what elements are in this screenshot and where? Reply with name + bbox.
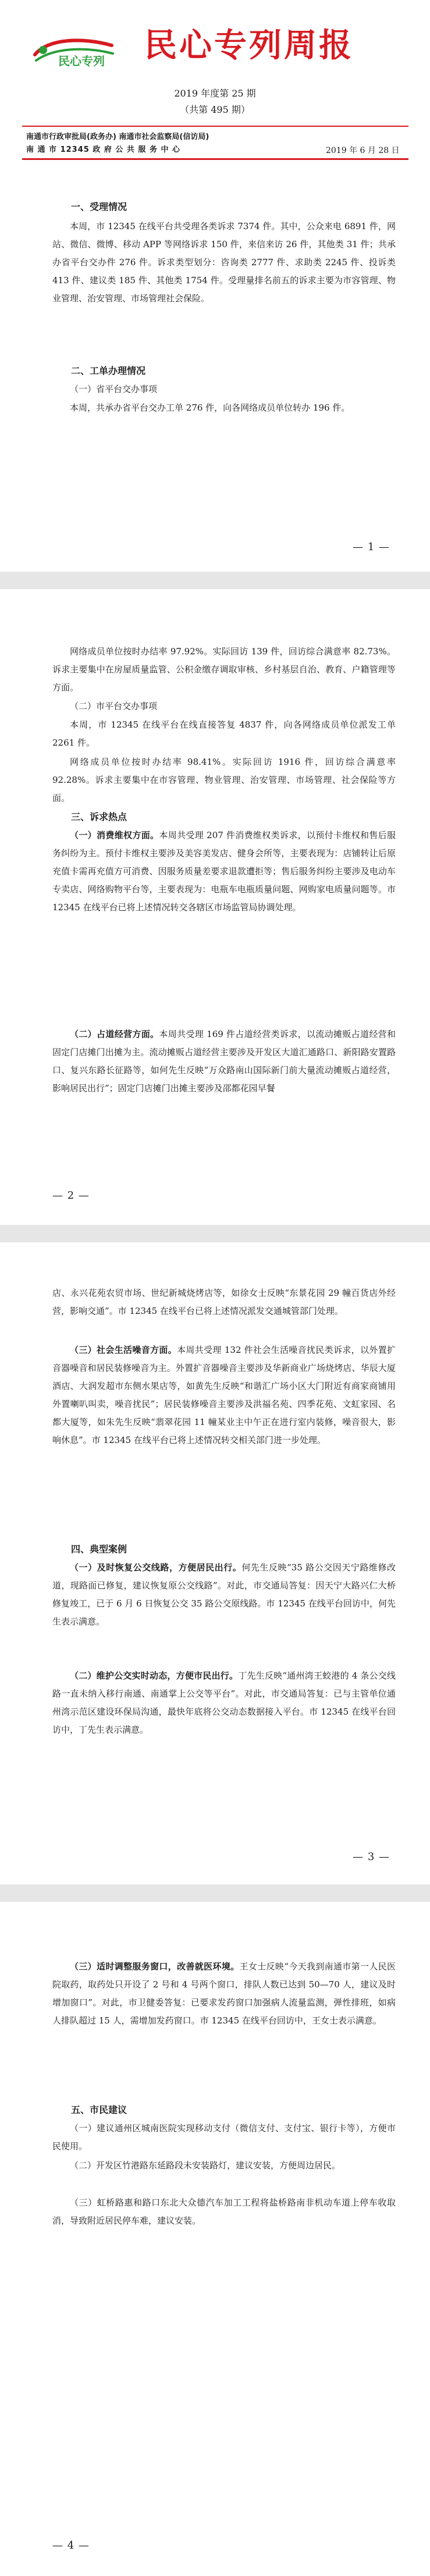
section-acceptance-title: 一、受理情况	[71, 201, 127, 212]
masthead-title: 民心专列周报	[144, 26, 354, 65]
hotspot-consumer-body: 本周共受理 207 件消费维权类诉求，以预付卡维权和售后服务纠纷为主。预付卡维权主要涉及美容美发店、健身会所等，主要表现为：店铺转让后原充值卡需再充值方可消费、因服务质量差要求退款遭拒等；售后服务纠纷主要涉及电动车专卖店、网络购物平台等，主要表现为：电瓶车电瓶质量问题、网购家电质量问题等。市 12345 在线平台已将上述情况转交各辖区市场监管局协调处理。	[52, 830, 396, 913]
header-divider-bottom	[22, 158, 408, 160]
hotspot-noise-body: 本周共受理 132 件社会生活噪音扰民类诉求，以外置扩音器噪音和居民装修噪音为主。外置扩音器噪音主要涉及华新商业广场烧烤店、华辰大厦酒店、大润发超市东侧水果店等，如黄先生反映“和谐汇广场小区大门附近有商家商铺用外置喇叭叫卖，噪音扰民”；居民装修噪音主要涉及洪福名苑、四季花苑、文虹家园、名都大厦等，如朱先生反映“翡翠花园 11 幢某业主中午正在进行室内装修，噪音很大，影响休息”。市 12345 在线平台已将上述情况转交相关部门进一步处理。	[52, 1345, 396, 1445]
province-items-paragraph: 本周，共承办省平台交办工单 276 件，向各网络成员单位转办 196 件。	[70, 402, 350, 413]
page-number: — 3 —	[353, 1851, 390, 1863]
logo-text: 民心专列	[58, 54, 105, 68]
section-workorder-title: 二、工单办理情况	[71, 365, 146, 376]
province-items-title: （一）省平台交办事项	[70, 384, 158, 394]
header-divider-top	[22, 126, 408, 127]
case-bus-dynamic-paragraph	[52, 1667, 396, 1739]
hotspot-street-body: 本周共受理 169 件占道经营类诉求，以流动摊贩占道经营和固定门店摊门出摊为主。流动摊贩占道经营主要涉及开发区大道汇通路口、新阳路安置路口、复兴东路长征路等，如何先生反映“万众路南山国际新门前大量流动摊贩占道经营，影响居民出行”；固定门店摊门出摊主要涉及邵都花园早餐	[52, 1029, 396, 1093]
page-3	[0, 1242, 430, 1884]
case-hospital-lead: （三）适时调整服务窗口，改善就医环境。	[70, 1961, 240, 1972]
acceptance-paragraph: 本周，市 12345 在线平台共受理各类诉求 7374 件。其中，公众来电 6891 件，网站、微信、微博、移动 APP 等网络诉求 150 件，来信来访 26 件，其他类 31 件；共承办省平台交办件 276 件。诉求类型划分：咨询类 2777 件、求助类 2245 件、投诉类 413 件、建议类 185 件、其他类 1754 件。受理量排名前五的诉求主要为市容管理、物业管理、治安管理、市场管理社会保险。	[52, 221, 396, 304]
case-bus-route-paragraph	[52, 1559, 396, 1631]
issue-total: （共第 495 期）	[180, 104, 250, 115]
case-hospital-paragraph	[52, 1958, 396, 2030]
page-number: — 1 —	[353, 541, 390, 553]
hotspot-consumer-lead: （一）消费维权方面。	[70, 830, 159, 840]
page-1	[0, 0, 430, 572]
publisher-line-2: 南 通 市 12345 政 府 公 共 服 务 中 心	[26, 145, 181, 154]
hotspot-noise-paragraph	[52, 1341, 396, 1449]
publisher-line-1: 南通市行政审批局(政务办) 南通市社会监察局(信访局)	[26, 133, 209, 141]
suggestion-1: （一）建议通州区城南医院实现移动支付（微信支付、支付宝、银行卡等），方便市民使用。	[52, 2123, 396, 2151]
hotspot-street-paragraph	[52, 1025, 396, 1098]
hotspot-street-lead: （二）占道经营方面。	[70, 1029, 159, 1039]
case-bus-dynamic-body: 丁先生反映“通州湾王蛟港的 4 条公交线路一直未纳入移行南通、南通掌上公交等平台”。对此，市交通局答复：已与主管单位通州湾示范区建设环保局沟通，最快年底将公交动态数据接入平台。市 12345 在线平台回访中，丁先生表示满意。	[52, 1670, 396, 1735]
city-items-title: （二）市平台交办事项	[70, 701, 158, 711]
province-stats-paragraph: 网络成员单位按时办结率 97.92%。实际回访 139 件，回访综合满意率 82.73%。诉求主要集中在房屋质量监管、公积金缴存调取审核、乡村基层自治、教育、户籍管理等方面。	[52, 646, 396, 693]
case-hospital-body: 王女士反映“今天我到南通市第一人民医院取药，取药处只开设了 2 号和 4 号两个窗口，排队人数已达到 50—70 人，建议及时增加窗口”。对此，市卫健委答复：已要求发药窗口加强病人流量监测，弹性排班，如病人排队超过 15 人，需增加发药窗口。市 12345 在线平台回访中，王女士表示满意。	[52, 1961, 396, 2026]
section-hotspot-title: 三、诉求热点	[71, 811, 127, 822]
street-continued-paragraph: 店、永兴花苑农贸市场、世纪新城烧烤店等，如徐女士反映“东景花园 29 幢百货店外经营，影响交通”。市 12345 在线平台已将上述情况派发交通城管部门处理。	[52, 1288, 396, 1316]
case-bus-dynamic-lead: （二）维护公交实时动态，方便市民出行。	[70, 1670, 239, 1681]
suggestion-3: （三）虹桥路惠和路口东北大众德汽车加工工程将盐桥路南非机动车道上停车收取消，导致附近居民停车难，建议安装。	[52, 2197, 396, 2226]
hotspot-noise-lead: （三）社会生活噪音方面。	[70, 1345, 177, 1355]
case-bus-route-lead: （一）及时恢复公交线路，方便居民出行。	[70, 1562, 242, 1573]
page-4	[0, 1902, 430, 2576]
section-cases-title: 四、典型案例	[71, 1544, 127, 1555]
city-items-paragraph: 本周，市 12345 在线平台在线直接答复 4837 件，向各网络成员单位派发工单 2261 件。	[52, 719, 396, 748]
section-suggestions-title: 五、市民建议	[71, 2104, 127, 2115]
city-stats-paragraph: 网络成员单位按时办结率 98.41%。实际回访 1916 件，回访综合满意率 92.28%。诉求主要集中在市容管理、物业管理、治安管理、市场管理、社会保险等方面。	[52, 757, 396, 803]
people-heart-logo	[30, 33, 118, 73]
suggestion-2: （二）开发区竹港路东延路段未安装路灯，建议安装，方便周边居民。	[70, 2160, 341, 2171]
case-bus-route-body: 何先生反映“35 路公交因天宁路维修改道，现路面已修复，建议恢复原公交线路”。对此，市交通局答复：因天宁大路兴仁大桥修复竣工，已于 6 月 6 日恢复公交 35 路公交原线路。市 12345 在线平台回访中，何先生表示满意。	[52, 1562, 396, 1627]
page-2	[0, 589, 430, 1225]
issue-date: 2019 年 6 月 28 日	[326, 146, 400, 155]
issue-number: 2019 年度第 25 期	[174, 88, 256, 99]
page-number: — 4 —	[52, 2539, 90, 2552]
hotspot-consumer-paragraph	[52, 826, 396, 917]
page-number: — 2 —	[52, 1189, 90, 1202]
